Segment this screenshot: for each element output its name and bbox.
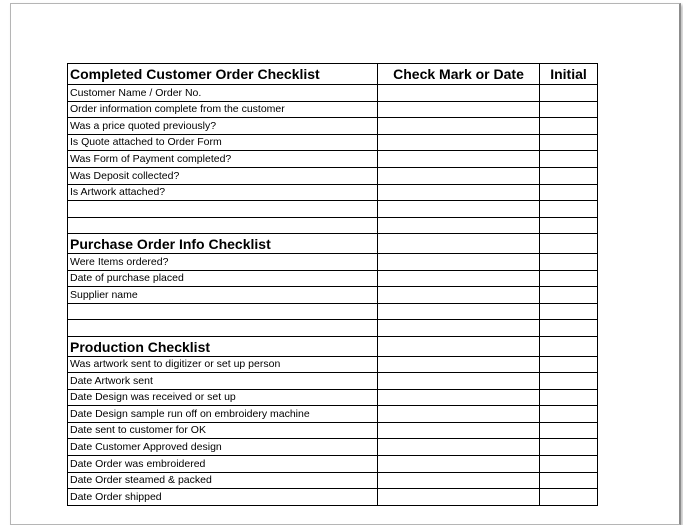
initial-cell[interactable]: [540, 456, 598, 473]
section-title: Production Checklist: [68, 336, 378, 356]
check-mark-cell[interactable]: [378, 287, 540, 304]
checklist-row: [68, 101, 598, 118]
initial-cell[interactable]: [540, 356, 598, 373]
check-mark-cell[interactable]: [378, 303, 540, 320]
check-mark-cell[interactable]: [378, 253, 540, 270]
initial-cell[interactable]: [540, 287, 598, 304]
check-mark-cell[interactable]: [378, 134, 540, 151]
checklist-row: [68, 134, 598, 151]
check-mark-cell[interactable]: [378, 270, 540, 287]
initial-cell[interactable]: [540, 85, 598, 102]
checklist-row: [68, 151, 598, 168]
checklist-title: Completed Customer Order Checklist: [68, 64, 378, 85]
checklist-item-label: Customer Name / Order No.: [68, 85, 378, 102]
initial-cell[interactable]: [540, 303, 598, 320]
checklist-row: [68, 201, 598, 218]
checklist-item-label: Date Design was received or set up: [68, 389, 378, 406]
checklist-item-label: Were Items ordered?: [68, 253, 378, 270]
checklist-row: [68, 270, 598, 287]
checklist-row: [68, 217, 598, 234]
checklist-table: [67, 63, 598, 506]
checklist-row: [68, 320, 598, 337]
checklist-item-label: Date Design sample run off on embroidery machine: [68, 406, 378, 423]
checklist-item-label: Date Order shipped: [68, 489, 378, 506]
check-mark-cell[interactable]: [378, 472, 540, 489]
check-mark-cell[interactable]: [378, 151, 540, 168]
initial-cell[interactable]: [540, 184, 598, 201]
checklist-row: [68, 373, 598, 390]
section-header-row: [68, 234, 598, 254]
initial-cell[interactable]: [540, 270, 598, 287]
initial-cell[interactable]: [540, 373, 598, 390]
initial-cell[interactable]: [540, 489, 598, 506]
initial-cell[interactable]: [540, 201, 598, 218]
initial-cell[interactable]: [540, 167, 598, 184]
checklist-body: [68, 64, 598, 506]
check-mark-cell[interactable]: [378, 422, 540, 439]
initial-cell[interactable]: [540, 101, 598, 118]
checklist-item-label: Date Order was embroidered: [68, 456, 378, 473]
check-mark-cell[interactable]: [378, 320, 540, 337]
checklist-row: [68, 456, 598, 473]
checklist-item-label: Is Quote attached to Order Form: [68, 134, 378, 151]
checklist-row: [68, 303, 598, 320]
checklist-row: [68, 184, 598, 201]
checklist-item-label: [68, 201, 378, 218]
checklist-item-label: Was Form of Payment completed?: [68, 151, 378, 168]
check-mark-cell[interactable]: [378, 201, 540, 218]
checklist-row: [68, 389, 598, 406]
checklist-row: [68, 356, 598, 373]
check-mark-cell[interactable]: [378, 217, 540, 234]
check-mark-cell[interactable]: [378, 439, 540, 456]
checklist-row: [68, 422, 598, 439]
check-mark-cell[interactable]: [378, 373, 540, 390]
initial-cell[interactable]: [540, 253, 598, 270]
checklist-row: [68, 472, 598, 489]
initial-cell[interactable]: [540, 151, 598, 168]
initial-column-header: Initial: [540, 64, 598, 85]
checklist-item-label: Order information complete from the customer: [68, 101, 378, 118]
initial-cell[interactable]: [540, 134, 598, 151]
check-mark-cell[interactable]: [378, 234, 540, 254]
check-mark-cell[interactable]: [378, 406, 540, 423]
initial-cell[interactable]: [540, 336, 598, 356]
checklist-row: [68, 118, 598, 135]
initial-cell[interactable]: [540, 422, 598, 439]
checklist-row: [68, 406, 598, 423]
header-row: [68, 64, 598, 85]
checklist-item-label: Was artwork sent to digitizer or set up person: [68, 356, 378, 373]
section-title: Purchase Order Info Checklist: [68, 234, 378, 254]
check-mark-cell[interactable]: [378, 356, 540, 373]
section-header-row: [68, 336, 598, 356]
checklist-row: [68, 253, 598, 270]
initial-cell[interactable]: [540, 234, 598, 254]
checklist-item-label: Date Artwork sent: [68, 373, 378, 390]
initial-cell[interactable]: [540, 320, 598, 337]
checklist-item-label: Was a price quoted previously?: [68, 118, 378, 135]
check-mark-column-header: Check Mark or Date: [378, 64, 540, 85]
spreadsheet-page: [10, 3, 681, 525]
check-mark-cell[interactable]: [378, 118, 540, 135]
check-mark-cell[interactable]: [378, 167, 540, 184]
initial-cell[interactable]: [540, 472, 598, 489]
checklist-row: [68, 287, 598, 304]
initial-cell[interactable]: [540, 439, 598, 456]
checklist-row: [68, 439, 598, 456]
checklist-row: [68, 489, 598, 506]
checklist-item-label: [68, 303, 378, 320]
checklist-row: [68, 85, 598, 102]
initial-cell[interactable]: [540, 389, 598, 406]
checklist-item-label: Date Customer Approved design: [68, 439, 378, 456]
checklist-row: [68, 167, 598, 184]
initial-cell[interactable]: [540, 406, 598, 423]
initial-cell[interactable]: [540, 217, 598, 234]
initial-cell[interactable]: [540, 118, 598, 135]
checklist-item-label: Date of purchase placed: [68, 270, 378, 287]
check-mark-cell[interactable]: [378, 101, 540, 118]
checklist-item-label: [68, 320, 378, 337]
checklist-item-label: Supplier name: [68, 287, 378, 304]
check-mark-cell[interactable]: [378, 85, 540, 102]
checklist-item-label: Date Order steamed & packed: [68, 472, 378, 489]
check-mark-cell[interactable]: [378, 389, 540, 406]
check-mark-cell[interactable]: [378, 184, 540, 201]
checklist-item-label: Date sent to customer for OK: [68, 422, 378, 439]
check-mark-cell[interactable]: [378, 489, 540, 506]
checklist-item-label: Was Deposit collected?: [68, 167, 378, 184]
checklist-item-label: [68, 217, 378, 234]
check-mark-cell[interactable]: [378, 456, 540, 473]
checklist-item-label: Is Artwork attached?: [68, 184, 378, 201]
check-mark-cell[interactable]: [378, 336, 540, 356]
